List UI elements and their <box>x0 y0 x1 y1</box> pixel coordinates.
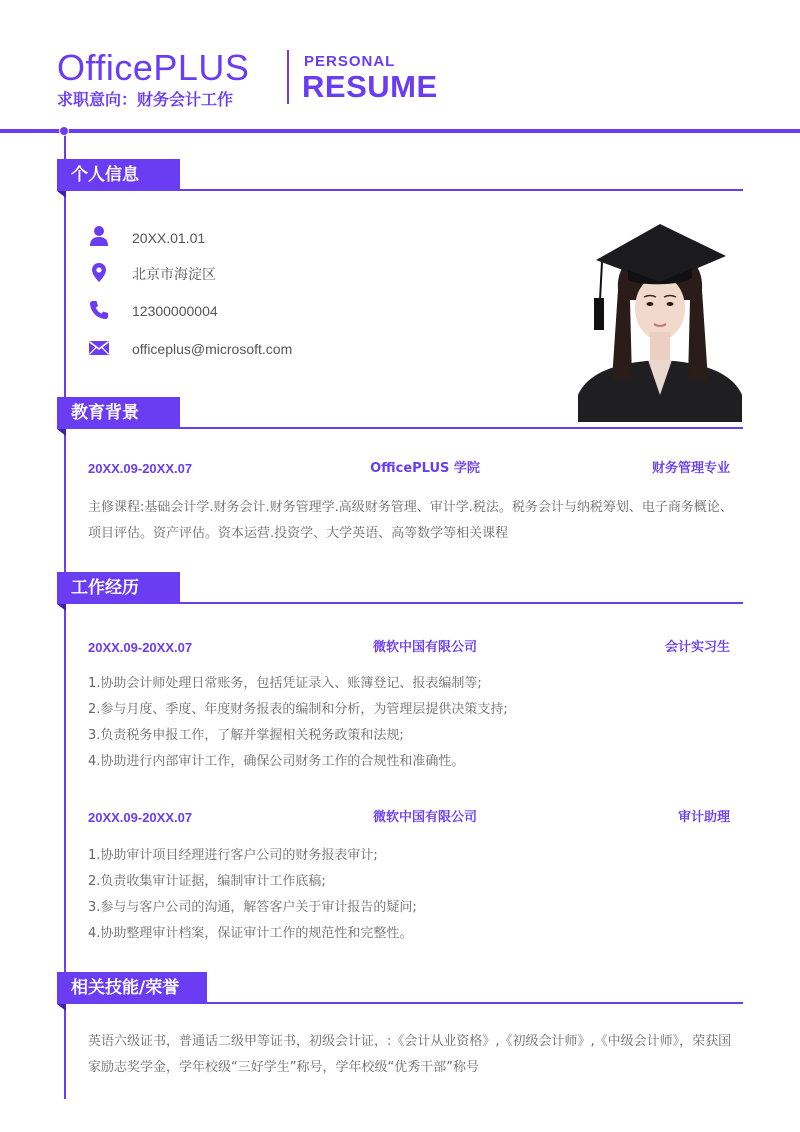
person-icon <box>88 225 110 247</box>
job-duty: 4.协助整理审计档案，保证审计工作的规范性和完整性。 <box>88 926 413 941</box>
job-role: 会计实习生 <box>664 640 730 655</box>
job-company: 微软中国有限公司 <box>372 640 477 655</box>
section-fold <box>57 604 66 611</box>
job-objective: 求职意向：财务会计工作 <box>57 90 234 109</box>
header-divider <box>287 50 289 104</box>
header-rule <box>0 129 800 133</box>
education-period: 20XX.09-20XX.07 <box>88 461 193 476</box>
education-major: 财务管理专业 <box>651 461 730 476</box>
timeline-dot <box>59 126 69 136</box>
section-title-education: 教育背景 <box>57 397 180 429</box>
section-underline <box>180 602 743 604</box>
job-company: 微软中国有限公司 <box>372 810 477 825</box>
job-duty: 4.协助进行内部审计工作，确保公司财务工作的合规性和准确性。 <box>88 754 465 769</box>
job-period: 20XX.09-20XX.07 <box>88 640 193 655</box>
job-duty: 1.协助会计师处理日常账务，包括凭证录入、账簿登记、报表编制等; <box>88 676 482 691</box>
timeline-line <box>64 131 66 1099</box>
personal-label: PERSONAL <box>304 53 396 70</box>
education-school: OfficePLUS 学院 <box>370 461 480 476</box>
skills-honors-text: 英语六级证书，普通话二级甲等证书，初级会计证，:《会计从业资格》,《初级会计师》,《中级会计师》，荣获国家励志奖学金，学年校级“三好学生”称号，学年校级“优秀干部”称号 <box>88 1034 732 1075</box>
job-duty: 2.参与月度、季度、年度财务报表的编制和分析，为管理层提供决策支持; <box>88 702 508 717</box>
contact-phone: 12300000004 <box>132 303 218 319</box>
profile-photo <box>578 220 742 422</box>
section-title-skills: 相关技能/荣誉 <box>57 972 207 1004</box>
location-pin-icon <box>88 262 110 284</box>
section-title-work: 工作经历 <box>57 572 180 604</box>
job-role: 审计助理 <box>677 810 730 825</box>
section-fold <box>57 1004 66 1011</box>
section-fold <box>57 191 66 198</box>
contact-email: officeplus@microsoft.com <box>132 341 293 357</box>
contact-birthday: 20XX.01.01 <box>132 230 206 246</box>
section-underline <box>180 189 743 191</box>
brand-name: OfficePLUS <box>57 47 250 88</box>
section-underline <box>207 1002 743 1004</box>
education-courses: 主修课程:基础会计学.财务会计.财务管理学.高级财务管理、审计学.税法。税务会计与纳税筹划、电子商务概论、项目评估。资产评估。资本运营.投资学、大学英语、高等数学等相关课程 <box>88 500 733 541</box>
job-duty: 3.参与与客户公司的沟通，解答客户关于审计报告的疑问; <box>88 900 417 915</box>
section-fold <box>57 429 66 436</box>
job-duty: 3.负责税务申报工作，了解并掌握相关税务政策和法规; <box>88 728 404 743</box>
job-duty: 1.协助审计项目经理进行客户公司的财务报表审计; <box>88 848 378 863</box>
phone-icon <box>88 299 110 321</box>
section-title-personal-info: 个人信息 <box>57 159 180 191</box>
section-underline <box>180 427 743 429</box>
mail-icon <box>88 337 110 359</box>
resume-title: RESUME <box>302 69 438 104</box>
job-duty: 2.负责收集审计证据，编制审计工作底稿; <box>88 874 326 889</box>
job-period: 20XX.09-20XX.07 <box>88 810 193 825</box>
contact-location: 北京市海淀区 <box>132 266 216 282</box>
